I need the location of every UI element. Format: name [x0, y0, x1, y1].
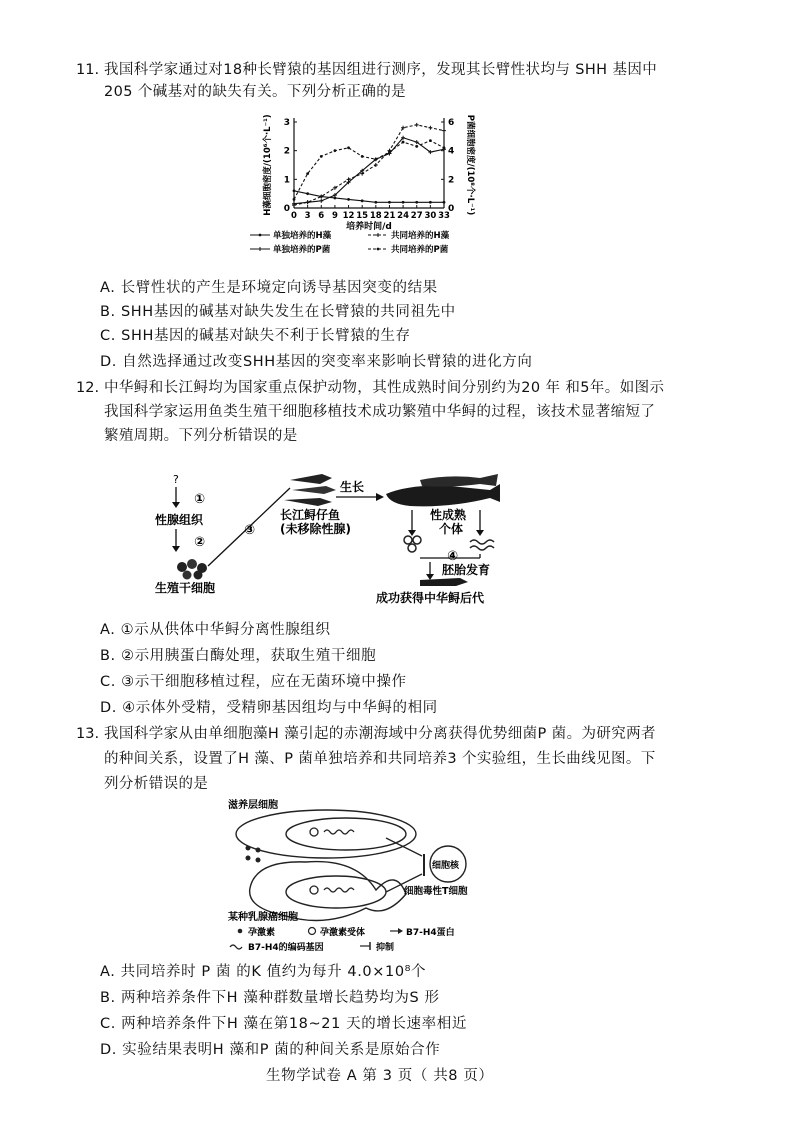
growth-curve-chart [248, 112, 480, 262]
data-point [415, 201, 418, 204]
data-point [388, 201, 391, 204]
question-12-stem-line2: 我国科学家运用鱼类生殖干细胞移植技术成功繁殖中华鲟的过程，该技术显著缩短了 [104, 404, 656, 420]
data-point [306, 172, 309, 175]
data-point [361, 155, 364, 158]
x-tick-label: 24 [397, 211, 410, 221]
question-13-option-c: C. 两种培养条件下H 藻在第18~21 天的增长速率相近 [100, 1016, 467, 1032]
question-13-option-b: B. 两种培养条件下H 藻种群数量增长趋势均为S 形 [100, 990, 440, 1006]
y-left-tick-label: 3 [283, 118, 290, 128]
data-point [293, 189, 296, 192]
y-left-tick-label: 2 [283, 146, 290, 157]
legend-progesterone: 孕激素 [248, 928, 276, 938]
question-13-number: 13. [76, 726, 100, 742]
data-point [293, 198, 296, 201]
germ-stem-cell-label: 生殖干细胞 [155, 581, 216, 595]
data-point [415, 145, 418, 148]
grow-label: 生长 [340, 480, 365, 494]
x-tick-label: 21 [383, 211, 396, 221]
question-13-stem-line1: 我国科学家从由单细胞藻H 藻引起的赤潮海域中分离获得优势细菌P 菌。为研究两者 [104, 726, 656, 742]
question-13-option-a: A. 共同培养时 P 菌 的K 值约为每升 4.0×10⁸个 [100, 964, 427, 980]
question-11-stem-line2: 205 个碱基对的缺失有关。下列分析正确的是 [104, 84, 407, 100]
question-12-option-a: A. ①示从供体中华鲟分离性腺组织 [100, 622, 331, 638]
sturgeon-breeding-diagram [150, 466, 530, 610]
x-tick-label: 30 [424, 211, 437, 221]
y-right-axis-label: P菌细胞密度/(10⁸个·L⁻¹) [465, 114, 475, 216]
y-right-tick-label: 2 [448, 175, 455, 186]
data-point [402, 141, 405, 144]
germ-cell-cluster-icon [177, 559, 207, 580]
data-point [319, 199, 323, 203]
question-12-option-c: C. ③示干细胞移植过程，应在无菌环境中操作 [100, 674, 407, 690]
embryo-development-label: 胚胎发育 [442, 563, 491, 577]
legend-inhibit: 抑制 [376, 943, 395, 953]
feeder-cell-outline [236, 810, 416, 858]
gene-icon [324, 830, 354, 834]
legend-label: 共同培养的H藻 [391, 231, 450, 241]
question-12-stem-line3: 繁殖周期。下列分析错误的是 [104, 428, 298, 444]
data-point [402, 201, 405, 204]
legend-gene: B7-H4的编码基因 [248, 943, 324, 953]
data-point [388, 151, 391, 154]
question-12-stem-line1: 中华鲟和长江鲟均为国家重点保护动物，其性成熟时间分别约为20 年 和5年。如图示 [104, 380, 665, 396]
question-11-option-b: B. SHH基因的碱基对缺失发生在长臂猿的共同祖先中 [100, 304, 456, 320]
feeder-cell-label: 滋养层细胞 [228, 800, 278, 811]
question-13-stem-line2: 的种间关系，设置了H 藻、P 菌单独培养和共同培养3 个实验组，生长曲线见图。下 [104, 751, 656, 767]
question-11-option-c: C. SHH基因的碱基对缺失不利于长臂猿的生存 [100, 328, 411, 344]
t-cell-label: 细胞毒性T细胞 [404, 886, 468, 897]
juvenile-label-line1: 长江鲟仔鱼 [280, 508, 341, 522]
x-tick-label: 18 [369, 211, 382, 221]
data-point [374, 158, 377, 161]
data-point [374, 163, 378, 167]
cell-signaling-diagram [226, 798, 482, 958]
data-point [374, 201, 377, 204]
legend-label: 单独培养的H藻 [273, 231, 332, 241]
x-tick-label: 9 [331, 211, 338, 221]
question-11-number: 11. [76, 62, 100, 78]
data-point [429, 201, 432, 204]
question-13-option-d: D. 实验结果表明H 藻和P 菌的种间关系是原始合作 [100, 1042, 441, 1058]
legend-marker [258, 247, 262, 251]
x-tick-label: 27 [410, 211, 423, 221]
nucleus-label: 细胞核 [432, 861, 460, 871]
y-left-axis-label: H藻细胞密度/(10⁶个·L⁻¹) [263, 114, 273, 216]
x-tick-label: 0 [291, 211, 297, 221]
legend-label: 共同培养的P菌 [391, 245, 449, 255]
data-point [347, 198, 350, 201]
question-11-option-d: D. 自然选择通过改变SHH基因的突变率来影响长臂猿的进化方向 [100, 354, 533, 370]
juvenile-fish-icon [284, 474, 336, 506]
x-tick-label: 12 [342, 211, 355, 221]
sperm-icon [470, 540, 494, 550]
data-point [429, 139, 432, 142]
question-11-stem-line1: 我国科学家通过对18种长臂猿的基因组进行测序，发现其长臂性状均与 SHH 基因中 [104, 62, 658, 78]
data-point [306, 192, 309, 195]
adult-sturgeon-icon [386, 474, 500, 506]
question-12-option-d: D. ④示体外受精，受精卵基因组均与中华鲟的相同 [100, 700, 438, 716]
data-point [347, 146, 350, 149]
legend-receptor: 孕激素受体 [320, 928, 366, 938]
legend-label: 单独培养的P菌 [273, 245, 331, 255]
series-line [294, 191, 444, 202]
legend-protein: B7-H4蛋白 [406, 928, 455, 938]
question-11-option-a: A. 长臂性状的产生是环境定向诱导基因突变的结果 [100, 280, 438, 296]
question-12-number: 12. [76, 380, 100, 396]
question-13-stem-line3: 列分析错误的是 [104, 776, 209, 792]
legend-marker [259, 234, 262, 237]
data-point [428, 126, 432, 130]
question-mark-label: ? [173, 473, 179, 486]
juvenile-label-line2: (未移除性腺) [280, 522, 351, 536]
mature-label-line2: 个体 [439, 522, 464, 536]
data-point [415, 123, 419, 127]
data-point [361, 199, 364, 202]
series-line [294, 141, 444, 200]
step-1-label: ① [194, 492, 206, 507]
step-2-label: ② [194, 535, 206, 550]
x-tick-label: 15 [356, 211, 369, 221]
offspring-fish-icon [420, 578, 468, 586]
step-4-label: ④ [447, 549, 459, 564]
y-left-tick-label: 0 [283, 204, 290, 214]
gonad-tissue-label: 性腺组织 [155, 513, 204, 527]
step-3-label: ③ [244, 523, 256, 538]
chart-legend [250, 230, 450, 255]
y-right-tick-label: 4 [448, 146, 455, 157]
x-axis-label: 培养时间/d [346, 222, 392, 232]
chart-text [250, 114, 476, 255]
series-line [294, 138, 444, 204]
data-point [320, 155, 323, 158]
y-right-tick-label: 6 [448, 118, 455, 128]
data-point [334, 149, 337, 152]
chart-series [292, 123, 446, 207]
data-point [442, 129, 446, 133]
page-footer: 生物学试卷 A 第 3 页（ 共8 页） [266, 1068, 494, 1084]
y-left-tick-label: 1 [283, 175, 290, 186]
cancer-cell-label: 某种乳腺癌细胞 [228, 912, 298, 923]
data-point [443, 201, 446, 204]
legend-marker [376, 233, 380, 237]
data-point [443, 146, 446, 149]
x-tick-label: 33 [438, 211, 450, 221]
y-right-tick-label: 0 [448, 204, 455, 214]
x-tick-label: 3 [304, 211, 311, 221]
mature-label-line1: 性成熟 [430, 508, 467, 522]
egg-cluster-icon [404, 536, 421, 552]
legend-marker [377, 248, 380, 251]
series-4 [293, 139, 446, 201]
data-point [306, 200, 310, 204]
x-tick-label: 6 [318, 211, 325, 221]
question-12-option-b: B. ②示用胰蛋白酶处理，获取生殖干细胞 [100, 648, 377, 664]
success-label: 成功获得中华鲟后代 [376, 591, 485, 605]
